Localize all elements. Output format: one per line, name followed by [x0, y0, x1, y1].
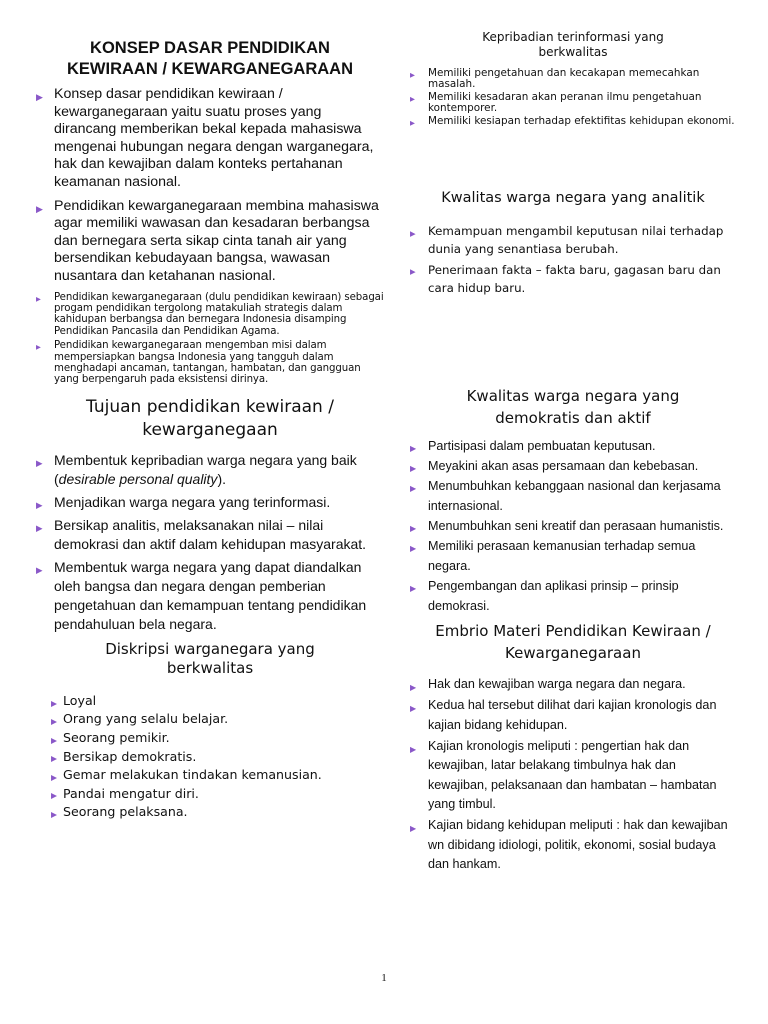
list-item: ▶ Membentuk warga negara yang dapat diandalkan oleh bangsa dan negara dengan pemberian pengetahuan dan kemampuan tentang pendidikan pendahuluan bela negara. [34, 558, 386, 634]
list-item: ▶ Menumbuhkan kebanggaan nasional dan kerjasama internasional. [408, 476, 738, 516]
demokratis-title-line2: demokratis dan aktif [495, 409, 651, 428]
analitik-title: Kwalitas warga negara yang analitik [441, 190, 705, 206]
list-item: ▶ Meyakini akan asas persamaan dan kebebasan. [408, 456, 738, 476]
list-item [34, 451, 386, 489]
list-item: ▶ Pendidikan kewarganegaraan (dulu pendidikan kewiraan) sebagai progam pendidikan tergolong matakuliah strategis dalam kahidupan berbangsa dan bernegara Indonesia disamping Pendidikan Pancasila dan Pendidikan Agama. [34, 292, 386, 338]
tujuan-item1-end: ). [217, 470, 226, 487]
tujuan-title-line1: Tujuan pendidikan kewiraan / [86, 396, 334, 417]
list-item: ▶ Kajian bidang kehidupan meliputi : hak dan kewajiban wn dibidang idiologi, politik, ekonomi, sosial budaya dan hankam. [408, 816, 738, 874]
diskripsi-list [34, 692, 386, 822]
left-column [34, 38, 386, 822]
list-item: ▶ Gemar melakukan tindakan kemanusian. [49, 766, 386, 785]
list-item: ▶ Pandai mengatur diri. [49, 785, 386, 804]
demokratis-section [408, 385, 738, 616]
list-item: ▶ Hak dan kewajiban warga negara dan negara. [408, 675, 738, 694]
list-item: ▶ Partisipasi dalam pembuatan keputusan. [408, 436, 738, 456]
list-item: ▶ Pendidikan kewarganegaraan mengemban misi dalam mempersiapkan bangsa Indonesia yang tangguh dalam menghadapi ancaman, tantangan, hambatan, dan gangguan yang berpengaruh pada eksistensi dirinya. [34, 340, 386, 386]
list-item: ▶ Seorang pelaksana. [49, 803, 386, 822]
konsep-small-list [34, 292, 386, 386]
terinformasi-title [408, 30, 738, 59]
list-item: ▶ Pengembangan dan aplikasi prinsip – prinsip demokrasi. [408, 576, 738, 616]
tujuan-title-line2: kewarganegaan [142, 419, 278, 440]
list-item: ▶ Penerimaan fakta – fakta baru, gagasan baru dan cara hidup baru. [408, 261, 738, 298]
demokratis-title-line1: Kwalitas warga negara yang [466, 387, 680, 406]
list-item: ▶ Menumbuhkan seni kreatif dan perasaan humanistis. [408, 516, 738, 536]
terinformasi-title-line2: berkwalitas [538, 44, 608, 59]
list-item: ▶ Kedua hal tersebut dilihat dari kajian kronologis dan kajian bidang kehidupan. [408, 696, 738, 735]
terinformasi-title-line1: Kepribadian terinformasi yang [482, 30, 664, 44]
list-item: ▶ Memiliki kesadaran akan peranan ilmu pengetahuan kontemporer. [408, 92, 738, 114]
embrio-section [408, 620, 738, 874]
list-item: ▶ Pendidikan kewarganegaraan membina mahasiswa agar memiliki wawasan dan kesadaran berbangsa dan bernegara serta sikap cinta tanah air yang bersendikan kebudayaan bangsa, wawasan nusantara dan ketahanan nasional. [34, 198, 386, 286]
analitik-list [408, 222, 738, 297]
analitik-section [408, 189, 738, 297]
list-item: ▶ Kemampuan mengambil keputusan nilai terhadap dunia yang senantiasa berubah. [408, 222, 738, 259]
konsep-list [34, 86, 386, 286]
tujuan-item1-text: Membentuk kepribadian warga negara yang baik ( [54, 451, 357, 487]
embrio-title [408, 620, 738, 664]
diskripsi-title [34, 640, 386, 678]
list-item: ▶ Bersikap demokratis. [49, 748, 386, 767]
embrio-list [408, 675, 738, 874]
list-item: ▶ Kajian kronologis meliputi : pengertian hak dan kewajiban, latar belakang timbulnya hak dan kewajiban, pelaksanaan dan hambatan – hambatan yang timbul. [408, 737, 738, 814]
list-item: ▶ Memiliki pengetahuan dan kecakapan memecahkan masalah. [408, 68, 738, 90]
tujuan-section [34, 396, 386, 634]
tujuan-item1-italic: desirable personal quality [58, 470, 218, 487]
terinformasi-list [408, 68, 738, 127]
diskripsi-section [34, 640, 386, 822]
tujuan-list [34, 451, 386, 634]
diskripsi-title-line1: Diskripsi warganegara yang [105, 639, 315, 658]
list-item: ▶ Bersikap analitis, melaksanakan nilai – nilai demokrasi dan aktif dalam kehidupan masyarakat. [34, 516, 386, 554]
list-item: ▶ Seorang pemikir. [49, 729, 386, 748]
embrio-title-line2: Kewarganegaraan [505, 644, 641, 663]
list-item: ▶ Memiliki kesiapan terhadap efektifitas kehidupan ekonomi. [408, 116, 738, 127]
diskripsi-title-line2: berkwalitas [166, 658, 254, 677]
main-title-line2: KEWIRAAN / KEWARGANEGARAAN [67, 60, 353, 78]
right-column [408, 30, 738, 876]
list-item: ▶ Orang yang selalu belajar. [49, 710, 386, 729]
main-title-line1: KONSEP DASAR PENDIDIKAN [90, 39, 330, 57]
demokratis-list [408, 436, 738, 616]
list-item: ▶ Menjadikan warga negara yang terinformasi. [34, 493, 386, 512]
list-item: ▶ Memiliki perasaan kemanusian terhadap semua negara. [408, 536, 738, 576]
list-item: ▶ Konsep dasar pendidikan kewiraan / kewarganegaraan yaitu suatu proses yang dirancang memberikan bekal kepada mahasiswa mengenai hubungan negara dengan warganegara, hak dan kewajiban dalam konteks pertahanan keamanan nasional. [34, 86, 386, 192]
embrio-title-line1: Embrio Materi Pendidikan Kewiraan / [435, 622, 711, 641]
main-title [34, 38, 386, 80]
demokratis-title [408, 385, 738, 429]
page-number: 1 [381, 972, 387, 984]
list-item: ▶ Loyal [49, 692, 386, 711]
tujuan-title [34, 396, 386, 442]
